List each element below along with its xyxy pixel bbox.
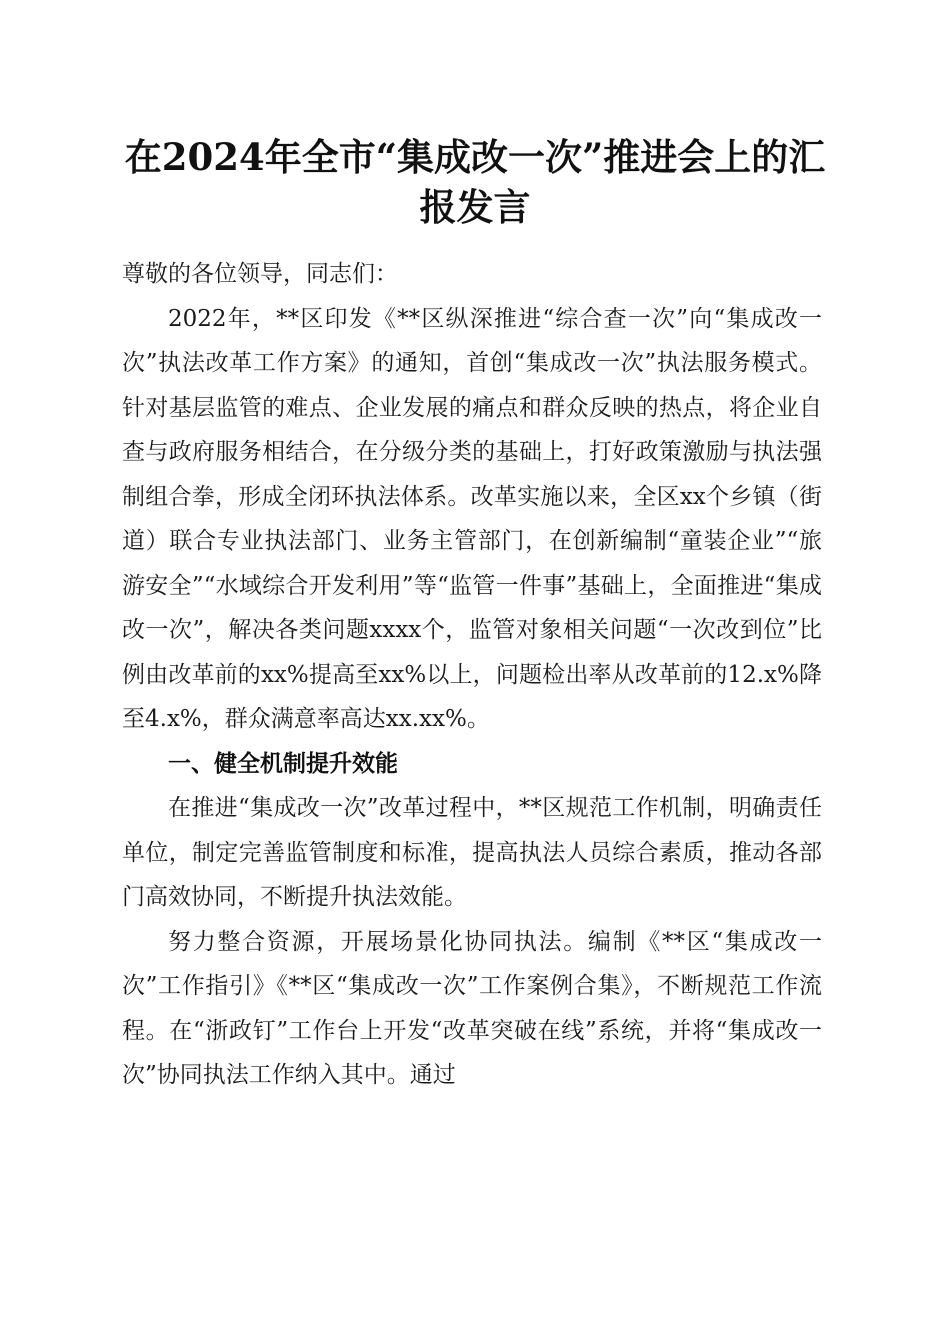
section-paragraph: 努力整合资源，开展场景化协同执法。编制《**区“集成改一次”工作指引》《**区“集成改一次”工作案例合集》，不断规范工作流程。在“浙政钉”工作台上开发“改革突破在线”系统，并将“集成改一次”协同执法工作纳入其中。通过 [122,928,822,1088]
intro-paragraph: 2022年，**区印发《**区纵深推进“综合查一次”向“集成改一次”执法改革工作方案》的通知，首创“集成改一次”执法服务模式。针对基层监管的难点、企业发展的痛点和群众反映的热点，将企业自查与政府服务相结合，在分级分类的基础上，打好政策激励与执法强制组合拳，形成全闭环执法体系。改革实施以来，全区xx个乡镇（街道）联合专业执法部门、业务主管部门，在创新编制“童装企业”“旅游安全”“水域综合开发利用”等“监管一件事”基础上，全面推进“集成改一次”，解决各类问题xxxx个，监管对象相关问题“一次改到位”比例由改革前的xx%提高至xx%以上，问题检出率从改革前的12.x%降至4.x%，群众满意率高达xx.xx%。 [122,305,822,732]
section-paragraph: 在推进“集成改一次”改革过程中，**区规范工作机制，明确责任单位，制定完善监管制度和标准，提高执法人员综合素质，推动各部门高效协同，不断提升执法效能。 [122,795,822,910]
document-title: 在2024年全市“集成改一次”推进会上的汇报发言 [124,135,826,229]
salutation: 尊敬的各位领导，同志们： [122,261,398,287]
section-heading: 一、健全机制提升效能 [168,750,398,777]
document-body [122,252,822,1098]
